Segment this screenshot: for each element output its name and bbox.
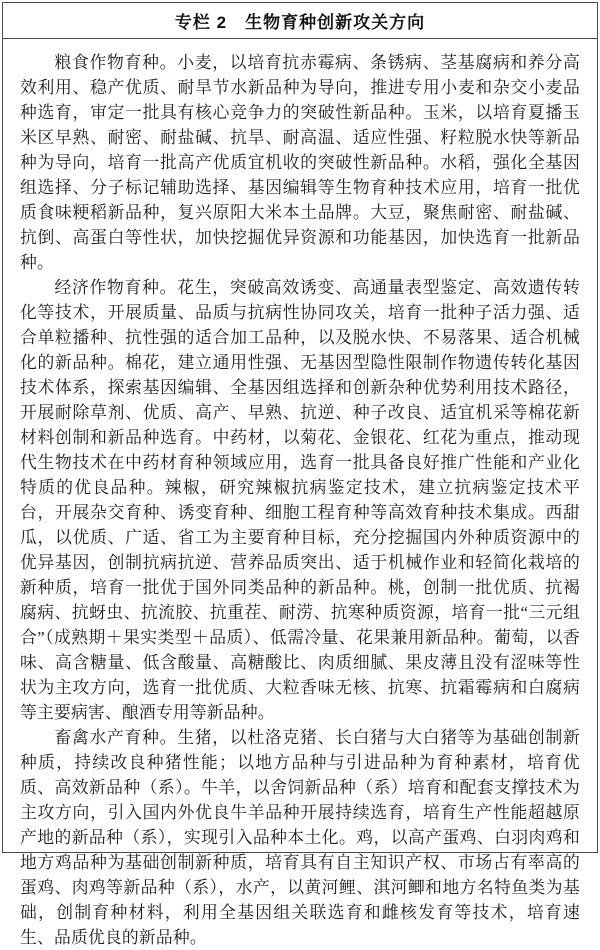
panel-body xyxy=(3,39,597,950)
paragraph-grain-crops: 粮食作物育种。小麦，以培育抗赤霉病、条锈病、茎基腐病和养分高效利用、稳产优质、耐旱节水新品种为导向，推进专用小麦和杂交小麦品种选育，审定一批具有核心竞争力的突破性新品种。玉米，以培育夏播玉米区早熟、耐密、耐盐碱、抗旱、耐高温、适应性强、籽粒脱水快等新品种为导向，培育一批高产优质宜机收的突破性新品种。水稻，强化全基因组选择、分子标记辅助选择、基因编辑等生物育种技术应用，培育一批优质食味粳稻新品种，复兴原阳大米本土品牌。大豆，聚焦耐密、耐盐碱、抗倒、高蛋白等性状，加快挖掘优异资源和功能基因，加快选育一批新品种。 xyxy=(20,53,580,272)
column-box-panel xyxy=(2,2,598,947)
panel-header xyxy=(3,3,597,39)
paragraph-cash-crops: 经济作物育种。花生，突破高效诱变、高通量表型鉴定、高效遗传转化等技术，开展质量、品质与抗病性协同攻关，培育一批种子活力强、适合单粒播种、抗性强的适合加工品种，以及脱水快、不易落果、适合机械化的新品种。棉花，建立通用性强、无基因型隐性限制作物遗传转化基因技术体系，探索基因编辑、全基因组选择和创新杂种优势利用技术路径，开展耐除草剂、优质、高产、早熟、抗逆、种子改良、适宜机采等棉花新材料创制和新品种选育。中药材，以菊花、金银花、红花为重点，推动现代生物技术在中药材育种领域应用，选育一批具备良好推广性能和产业化特质的优良品种。辣椒，研究辣椒抗病鉴定技术，建立抗病鉴定技术平台，开展杂交育种、诱变育种、细胞工程育种等高效育种技术集成。西甜瓜，以优质、广适、省工为主要育种目标，充分挖掘国内外种质资源中的优异基因，创制抗病抗逆、营养品质突出、适于机械作业和轻简化栽培的新种质，培育一批优于国外同类品种的新品种。桃，创制一批优质、抗褐腐病、抗蚜虫、抗流胶、抗重茬、耐涝、抗寒种质资源，培育一批“三元组合”（成熟期＋果实类型＋品质）、低需冷量、花果兼用新品种。葡萄，以香味、高含糖量、低含酸量、高糖酸比、肉质细腻、果皮薄且没有涩味等性状为主攻方向，选育一批优质、大粒香味无核、抗寒、抗霜霉病和白腐病等主要病害、酿酒专用等新品种。 xyxy=(20,278,580,722)
paragraph-livestock-aquatic: 畜禽水产育种。生猪，以杜洛克猪、长白猪与大白猪等为基础创制新种质，持续改良种猪性能；以地方品种与引进品种为育种素材，培育优质、高效新品种（系）。牛羊，以舍饲新品种（系）培育和配套支撑技术为主攻方向，引入国内外优良牛羊品种开展持续选育，培育生产性能超越原产地的新品种（系），实现引入品种本土化。鸡，以高产蛋鸡、白羽肉鸡和地方鸡品种为基础创制新种质，培育具有自主知识产权、市场占有率高的蛋鸡、肉鸡等新品种（系），水产，以黄河鲤、淇河鲫和地方名特鱼类为基础，创制育种材料，利用全基因组关联选育和雌核发育等技术，培育速生、品质优良的新品种。 xyxy=(20,728,580,947)
panel-title: 专栏 2 生物育种创新攻关方向 xyxy=(174,13,426,32)
